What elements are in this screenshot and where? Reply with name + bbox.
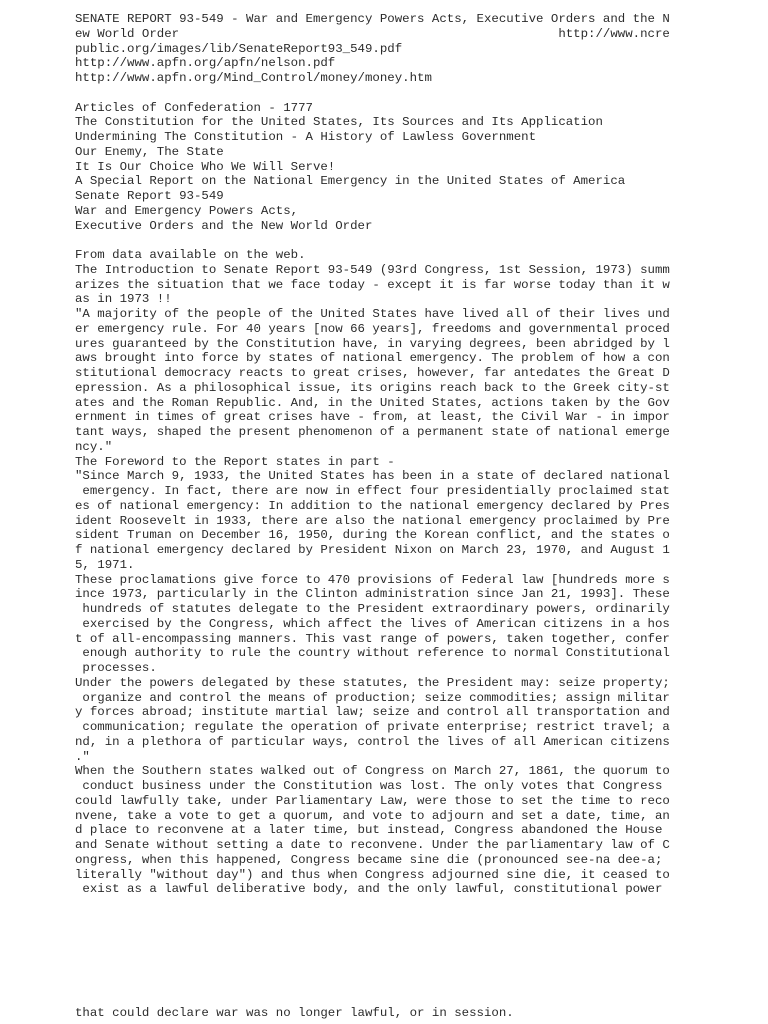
text-line: and Senate without setting a date to reconvene. Under the parliamentary law of C [75,838,670,852]
text-line: Senate Report 93-549 [75,189,224,203]
text-line: The Foreword to the Report states in part - [75,454,395,469]
text-line: Undermining The Constitution - A History of Lawless Government [75,130,537,144]
text-line: ernment in times of great crises have - from, at least, the Civil War - in impor [75,410,670,425]
text-line: organize and control the means of production; seize commodities; assign militar [75,690,670,705]
text-line: It Is Our Choice Who We Will Serve! [75,159,336,174]
text-line: exist as a lawful deliberative body, and the only lawful, constitutional power [75,882,663,897]
text-line: er emergency rule. For 40 years [now 66 years], freedoms and governmental proced [75,321,670,336]
text-line: emergency. In fact, there are now in effect four presidentially proclaimed stat [75,484,670,498]
text-line: The Introduction to Senate Report 93-549 (93rd Congress, 1st Session, 1973) summ [75,262,670,277]
text-line: When the Southern states walked out of Congress on March 27, 1861, the quorum to [75,764,670,779]
text-line: conduct business under the Constitution was lost. The only votes that Congress [75,779,663,793]
text-line: ongress, when this happened, Congress became sine die (pronounced see-na dee-a; [75,852,663,867]
text-line: nvene, take a vote to get a quorum, and vote to adjourn and set a date, time, an [75,808,670,823]
text-line: hundreds of statutes delegate to the President extraordinary powers, ordinarily [75,602,670,616]
text-line: ident Roosevelt in 1933, there are also the national emergency proclaimed by Pre [75,513,670,528]
blank-line [75,233,675,248]
continued-text-line: that could declare war was no longer lawful, or in session. [75,1006,514,1020]
text-line: exercised by the Congress, which affect the lives of American citizens in a hos [75,616,670,631]
text-line: "Since March 9, 1933, the United States has been in a state of declared national [75,469,670,484]
text-line: literally "without day") and thus when Congress adjourned sine die, it ceased to [75,867,670,882]
text-line: ." [75,749,90,764]
text-line: f national emergency declared by President Nixon on March 23, 1970, and August 1 [75,543,670,557]
text-line: SENATE REPORT 93-549 - War and Emergency Powers Acts, Executive Orders and the N [75,12,670,26]
text-line: "A majority of the people of the United States have lived all of their lives und [75,307,670,321]
text-line: These proclamations give force to 470 provisions of Federal law [hundreds more s [75,572,670,587]
text-line: arizes the situation that we face today - except it is far worse today than it w [75,277,670,292]
text-line: ncy." [75,439,113,454]
document-body [75,12,675,897]
text-line: ince 1973, particularly in the Clinton administration since Jan 21, 1993]. These [75,587,670,602]
text-line: enough authority to rule the country without reference to normal Constitutional [75,646,670,661]
text-line: Executive Orders and the New World Order [75,218,373,233]
blank-line [75,86,675,101]
text-line: Under the powers delegated by these statutes, the President may: seize property; [75,675,670,690]
text-line: War and Emergency Powers Acts, [75,203,299,218]
text-line: Our Enemy, The State [75,144,224,159]
text-line: sident Truman on December 16, 1950, during the Korean conflict, and the states o [75,528,670,543]
text-line: processes. [75,661,157,675]
text-line: public.org/images/lib/SenateReport93_549.pdf [75,41,403,56]
text-line: stitutional democracy reacts to great crises, however, far antedates the Great D [75,366,670,380]
text-line: t of all-encompassing manners. This vast range of powers, taken together, confer [75,631,670,646]
text-line: ew World Order http://www.ncre [75,26,670,41]
text-line: From data available on the web. [75,248,306,262]
text-line: as in 1973 !! [75,292,172,307]
text-line: could lawfully take, under Parliamentary Law, were those to set the time to reco [75,793,670,808]
text-line: communication; regulate the operation of private enterprise; restrict travel; a [75,720,670,734]
text-line: epression. As a philosophical issue, its origins reach back to the Greek city-st [75,380,670,395]
text-line: d place to reconvene at a later time, but instead, Congress abandoned the House [75,823,663,838]
text-line: http://www.apfn.org/apfn/nelson.pdf [75,56,336,71]
text-line: es of national emergency: In addition to the national emergency declared by Pres [75,498,670,513]
text-line: nd, in a plethora of particular ways, control the lives of all American citizens [75,734,670,749]
text-line: ures guaranteed by the Constitution have, in varying degrees, been abridged by l [75,336,670,351]
text-line: Articles of Confederation - 1777 [75,100,313,115]
text-line: ates and the Roman Republic. And, in the United States, actions taken by the Gov [75,395,670,410]
text-line: y forces abroad; institute martial law; seize and control all transportation and [75,705,670,720]
text-line: aws brought into force by states of national emergency. The problem of how a con [75,351,670,366]
text-line: http://www.apfn.org/Mind_Control/money/money.htm [75,71,432,85]
text-line: 5, 1971. [75,557,135,572]
text-line: The Constitution for the United States, Its Sources and Its Application [75,115,603,130]
text-line: A Special Report on the National Emergency in the United States of America [75,174,626,189]
text-line: tant ways, shaped the present phenomenon of a permanent state of national emerge [75,425,670,439]
